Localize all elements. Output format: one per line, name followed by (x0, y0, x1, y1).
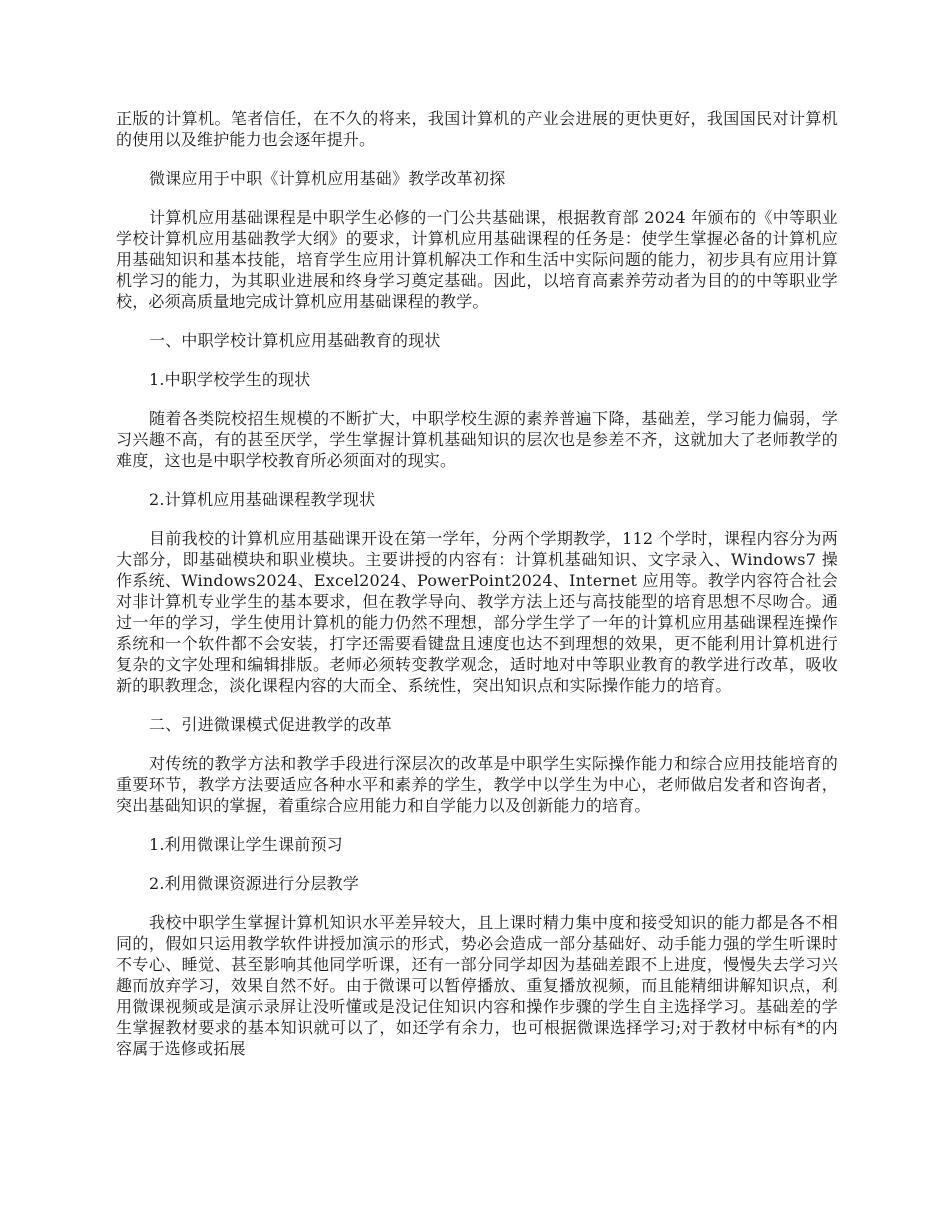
subheading-preview: 1.利用微课让学生课前预习 (149, 835, 343, 854)
paragraph-reform: 对传统的教学方法和教学手段进行深层次的改革是中职学生实际操作能力和综合应用技能培育的重要环节，教学方法要适应各种水平和素养的学生，教学中以学生为中心，老师做启发者和咨询者，突出基础知识的掌握，着重综合应用能力和自学能力以及创新能力的培育。 (116, 754, 838, 815)
document-page (116, 108, 838, 1077)
paragraph-student-status: 随着各类院校招生规模的不断扩大，中职学校生源的素养普遍下降，基础差，学习能力偏弱，学习兴趣不高，有的甚至厌学，学生掌握计算机基础知识的层次也是参差不齐，这就加大了老师教学的难度，这也是中职学校教育所必须面对的现实。 (116, 409, 838, 470)
subheading-student-status: 1.中职学校学生的现状 (149, 370, 311, 389)
paragraph-intro-continued: 正版的计算机。笔者信任，在不久的将来，我国计算机的产业会进展的更快更好，我国国民对计算机的使用以及维护能力也会逐年提升。 (116, 109, 838, 149)
subheading-layered-teaching: 2.利用微课资源进行分层教学 (149, 874, 360, 893)
section-heading-current-status: 一、中职学校计算机应用基础教育的现状 (149, 331, 441, 350)
paragraph-course-overview: 计算机应用基础课程是中职学生必修的一门公共基础课，根据教育部 2024 年颁布的《中等职业学校计算机应用基础教学大纲》的要求，计算机应用基础课程的任务是：使学生掌握必备的计算机应用基础知识和基本技能，培育学生应用计算机解决工作和生活中实际问题的能力，初步具有应用计算机学习的能力，为其职业进展和终身学习奠定基础。因此，以培育高素养劳动者为目的的中等职业学校，必须高质量地完成计算机应用基础课程的教学。 (116, 208, 838, 311)
paragraph-layered-teaching: 我校中职学生掌握计算机知识水平差异较大，且上课时精力集中度和接受知识的能力都是各不相同的，假如只运用教学软件讲授加演示的形式，势必会造成一部分基础好、动手能力强的学生听课时不专心、睡觉、甚至影响其他同学听课，还有一部分同学却因为基础差跟不上进度，慢慢失去学习兴趣而放弃学习，效果自然不好。由于微课可以暂停播放、重复播放视频，而且能精细讲解知识点，利用微课视频或是演示录屏让没听懂或是没记住知识内容和操作步骤的学生自主选择学习。基础差的学生掌握教材要求的基本知识就可以了，如还学有余力，也可根据微课选择学习;对于教材中标有*的内容属于选修或拓展 (116, 913, 838, 1058)
paragraph-teaching-status: 目前我校的计算机应用基础课开设在第一学年，分两个学期教学，112 个学时，课程内容分为两大部分，即基础模块和职业模块。主要讲授的内容有：计算机基础知识、文字录入、Windows7 操作系统、Windows2024、Excel2024、PowerPoint2024、Internet 应用等。教学内容符合社会对非计算机专业学生的基本要求，但在教学导向、教学方法上还与高技能型的培育思想不尽吻合。通过一年的学习，学生使用计算机的能力仍然不理想，部分学生学了一年的计算机应用基础课程连操作系统和一个软件都不会安装，打字还需要看键盘且速度也达不到理想的效果，更不能利用计算机进行复杂的文字处理和编辑排版。老师必须转变教学观念，适时地对中等职业教育的教学进行改革，吸收新的职教理念，淡化课程内容的大而全、系统性，突出知识点和实际操作能力的培育。 (116, 529, 838, 695)
section-heading-micro-course-reform: 二、引进微课模式促进教学的改革 (149, 715, 393, 734)
article-title: 微课应用于中职《计算机应用基础》教学改革初探 (149, 169, 506, 188)
subheading-teaching-status: 2.计算机应用基础课程教学现状 (149, 490, 376, 509)
